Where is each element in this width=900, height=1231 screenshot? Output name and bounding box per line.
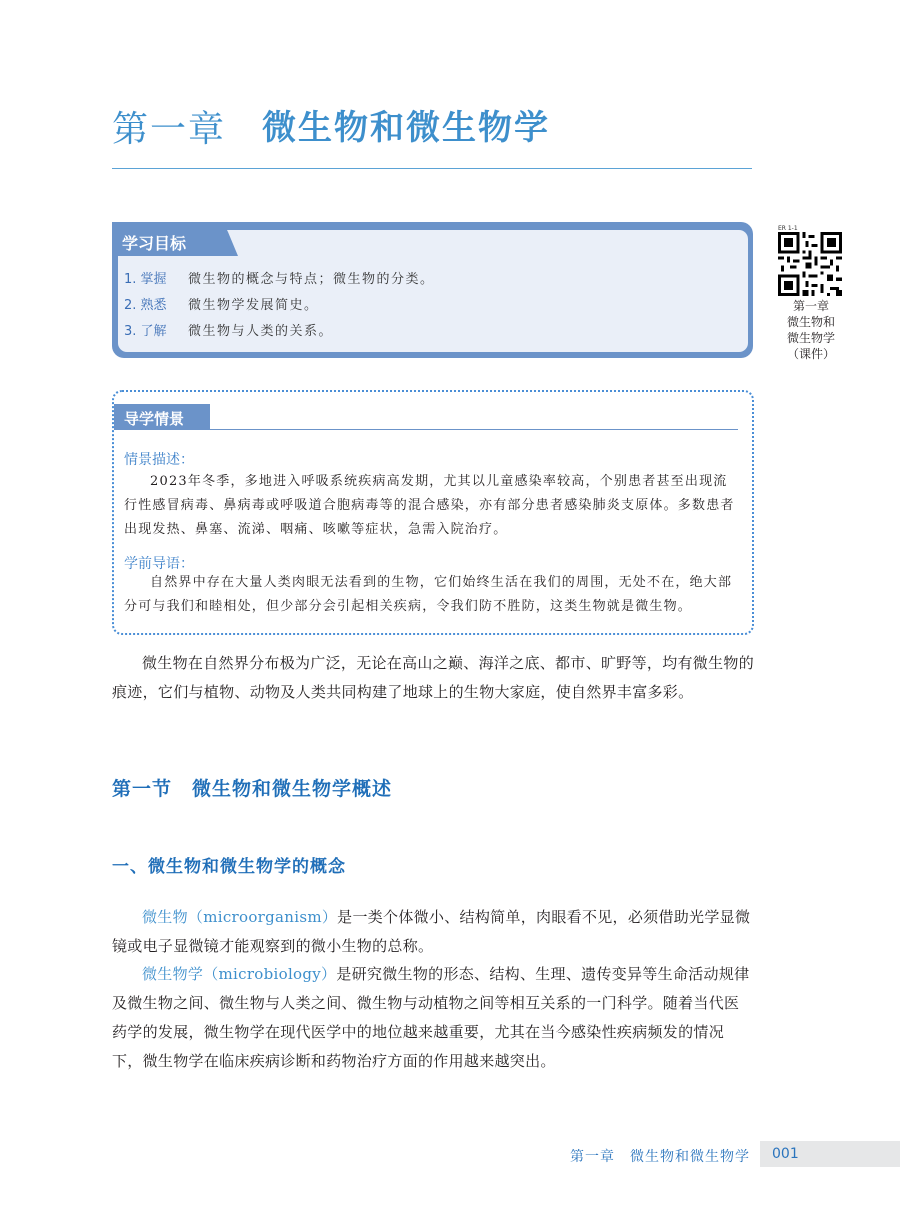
scenario-title: 导学情景 [124, 410, 185, 428]
running-footer: 第一章 微生物和微生物学 [570, 1149, 750, 1165]
term-microbiology: 微生物学（microbiology） [142, 965, 337, 983]
scenario-description-label: 情景描述： [124, 452, 194, 468]
chapter-number: 第一章 [112, 109, 227, 150]
page-number: 001 [772, 1146, 799, 1162]
definition-text: 是一类个体微小、结构简单，肉眼看不见，必须借助光学显微镜或电子显微镜才能观察到的微小生物的总称。 [112, 908, 751, 955]
definition-paragraph [112, 960, 754, 1076]
objective-level: 2. 熟悉 [124, 298, 167, 313]
scenario-description-text: 2023年冬季，多地进入呼吸系统疾病高发期，尤其以儿童感染率较高，个别患者甚至出现流行性感冒病毒、鼻病毒或呼吸道合胞病毒等的混合感染，亦有部分患者感染肺炎支原体。多数患者出现发热、鼻塞、流涕、咽痛、咳嗽等症状，急需入院治疗。 [124, 474, 735, 537]
definition-paragraph [112, 903, 754, 961]
qr-caption-line: 微生物和 [786, 315, 835, 329]
objective-item [124, 320, 333, 339]
section-title: 第一节 微生物和微生物学概述 [112, 778, 393, 800]
subsection-title: 一、微生物和微生物学的概念 [112, 857, 346, 877]
scenario-divider [210, 429, 738, 430]
chapter-divider [112, 168, 752, 169]
objectives-title: 学习目标 [122, 234, 187, 253]
qr-code-icon[interactable] [778, 232, 842, 296]
objective-item [124, 268, 435, 287]
term-microorganism: 微生物（microorganism） [142, 908, 338, 926]
objective-level: 1. 掌握 [124, 272, 167, 287]
intro-paragraph: 微生物在自然界分布极为广泛，无论在高山之巅、海洋之底、都市、旷野等，均有微生物的痕迹，它们与植物、动物及人类共同构建了地球上的生物大家庭，使自然界丰富多彩。 [112, 654, 755, 701]
qr-caption-line: （课件） [786, 347, 835, 361]
scenario-intro-label: 学前导语： [124, 556, 194, 572]
objective-text: 微生物与人类的关系。 [188, 324, 334, 339]
objective-level: 3. 了解 [124, 324, 167, 339]
definition-text: 是研究微生物的形态、结构、生理、遗传变异等生命活动规律及微生物之间、微生物与人类之间、微生物与动植物之间等相互关系的一门科学。随着当代医药学的发展，微生物学在现代医学中的地位越来越重要，尤其在当今感染性疾病频发的情况下，微生物学在临床疾病诊断和药物治疗方面的作用越来越突出。 [112, 965, 750, 1070]
objective-text: 微生物的概念与特点；微生物的分类。 [188, 272, 435, 287]
qr-caption-line: 微生物学 [786, 331, 835, 345]
objective-item [124, 294, 319, 313]
qr-resource-id: ER 1-1 [778, 225, 798, 232]
objective-text: 微生物学发展简史。 [188, 298, 319, 313]
scenario-intro-text: 自然界中存在大量人类肉眼无法看到的生物，它们始终生活在我们的周围，无处不在，绝大部分可与我们和睦相处，但少部分会引起相关疾病，令我们防不胜防，这类生物就是微生物。 [124, 575, 733, 614]
qr-caption-line: 第一章 [792, 299, 829, 313]
chapter-title: 微生物和微生物学 [262, 108, 550, 148]
